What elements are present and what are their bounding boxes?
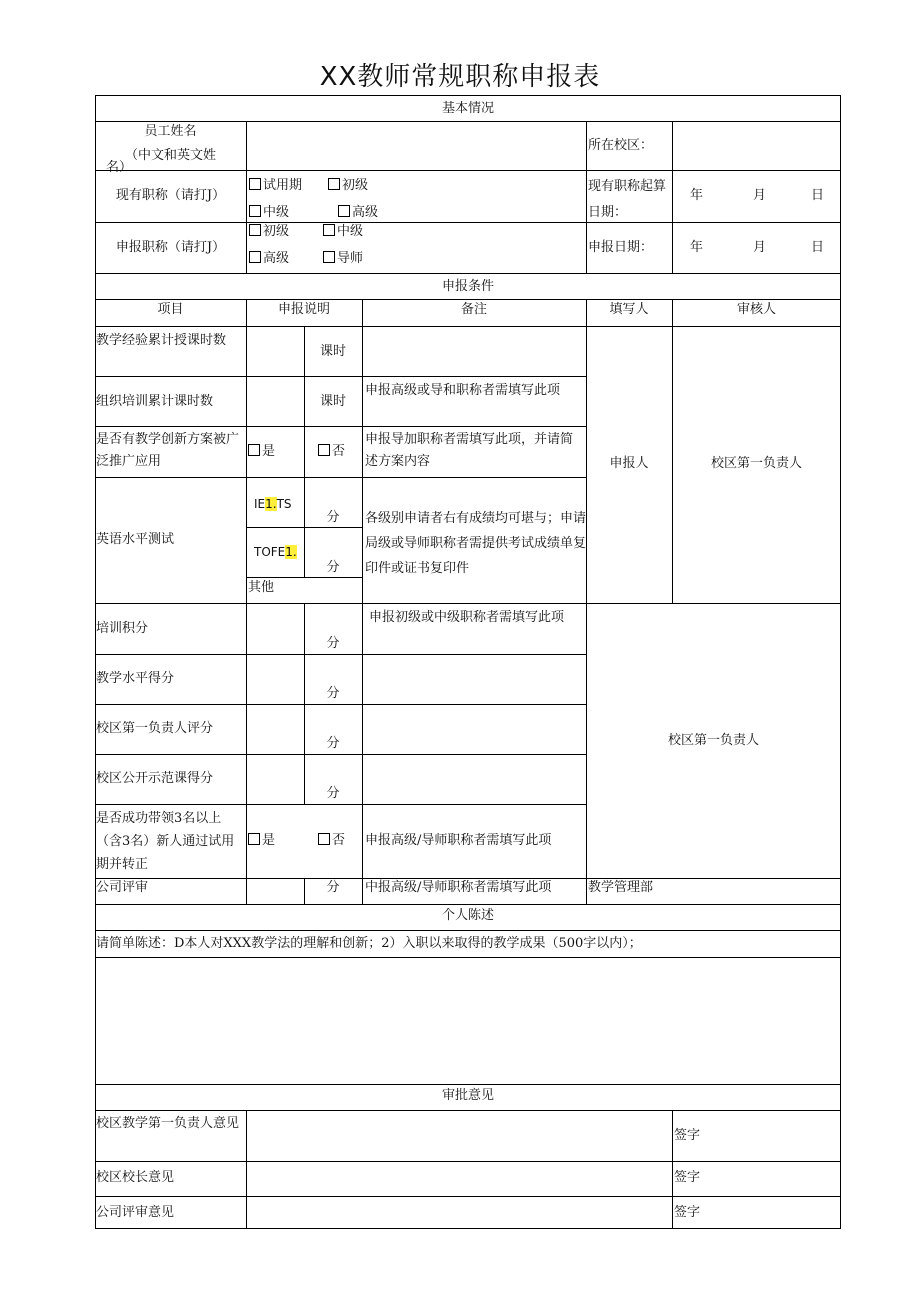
header-remarks: 备注 xyxy=(460,302,487,317)
current-month: 月 xyxy=(753,188,767,203)
row-company-review: 公司评审 xyxy=(96,880,149,895)
section-approval: 审批意见 xyxy=(441,1088,494,1103)
current-opt-senior[interactable]: 高级 xyxy=(338,201,378,225)
current-year: 年 xyxy=(690,188,704,203)
unit-score: 分 xyxy=(326,560,340,575)
apply-opt-senior[interactable]: 高级 xyxy=(249,247,289,271)
current-opt-trial[interactable]: 试用期 xyxy=(249,174,302,198)
apply-opt-mid[interactable]: 中级 xyxy=(323,220,363,244)
current-day: 日 xyxy=(811,188,825,203)
section-conditions: 申报条件 xyxy=(441,279,494,294)
statement-prompt: 请简单陈述：D本人对XXX教学法的理解和创新；2）入职以来取得的教学成果（500字以内）； xyxy=(96,936,642,951)
unit-hours: 课时 xyxy=(319,344,346,359)
sign-label: 签字 xyxy=(674,1170,701,1185)
checkbox-icon xyxy=(338,205,350,217)
innovation-yes[interactable]: 是 xyxy=(248,440,275,464)
checkbox-icon xyxy=(248,833,260,845)
hours-note: 申报高级或导和职称者需填写此项 xyxy=(365,383,561,398)
other-label: 其他 xyxy=(248,580,275,595)
innovation-note: 申报导加职称者需填写此项，并请简述方案内容 xyxy=(365,432,574,469)
unit-score: 分 xyxy=(326,510,340,525)
checkbox-icon xyxy=(249,224,261,236)
checkbox-icon xyxy=(318,833,330,845)
campus-label: 所在校区： xyxy=(588,138,654,153)
approval-row-company: 公司评审意见 xyxy=(96,1205,175,1220)
name-label-cut: 名） xyxy=(106,160,133,175)
checkbox-icon xyxy=(249,205,261,217)
row-train-hours: 组织培训累计课时数 xyxy=(96,394,214,409)
row-innovation: 是否有教学创新方案被广泛推广应用 xyxy=(96,432,240,469)
current-start-label: 现有职称起算 日期： xyxy=(588,179,667,220)
checkbox-icon xyxy=(328,178,340,190)
header-reviewer: 审核人 xyxy=(736,302,776,317)
row-teaching-level: 教学水平得分 xyxy=(96,671,175,686)
english-note: 各级别申请者右有成绩均可堪与；申请局级或导师职称者需提供考试成绩单复印件或证书复印件 xyxy=(365,511,587,576)
unit-score: 分 xyxy=(326,636,340,651)
checkbox-icon xyxy=(248,444,260,456)
reviewer-campus-head-2: 校区第一负责人 xyxy=(667,733,759,748)
approval-input-principal[interactable] xyxy=(248,1163,670,1194)
checkbox-icon xyxy=(318,444,330,456)
mentor-no[interactable]: 否 xyxy=(318,829,345,853)
row-english: 英语水平测试 xyxy=(96,532,175,547)
sign-label: 签字 xyxy=(674,1205,701,1220)
reviewer-teaching-dept: 教学管理部 xyxy=(588,880,654,895)
unit-score: 分 xyxy=(326,736,340,751)
unit-score: 分 xyxy=(326,880,340,895)
approval-input-teaching-head[interactable] xyxy=(248,1112,670,1159)
apply-title-label: 申报职称（请打J） xyxy=(115,240,226,255)
checkbox-icon xyxy=(249,251,261,263)
filler-applicant: 申报人 xyxy=(609,456,649,471)
approval-row-principal: 校区校长意见 xyxy=(96,1170,175,1185)
row-mentor: 是否成功带领3名以上（含3名）新人通过试用期并转正 xyxy=(96,811,235,872)
unit-hours: 课时 xyxy=(319,394,346,409)
campus-input[interactable] xyxy=(674,123,839,168)
sign-label: 签字 xyxy=(674,1128,701,1143)
header-item: 项目 xyxy=(157,302,184,317)
apply-day: 日 xyxy=(811,240,825,255)
current-opt-junior[interactable]: 初级 xyxy=(328,174,368,198)
statement-textarea[interactable] xyxy=(97,959,839,1082)
mentor-note: 申报高级/导师职称者需填写此项 xyxy=(365,833,552,848)
apply-opt-mentor[interactable]: 导师 xyxy=(323,247,363,271)
unit-score: 分 xyxy=(326,686,340,701)
unit-score: 分 xyxy=(326,786,340,801)
ielts-label: IE1.TS xyxy=(254,497,292,511)
current-title-label: 现有职称（请打J） xyxy=(115,188,226,203)
current-opt-mid[interactable]: 中级 xyxy=(249,201,289,225)
row-principal-score: 校区第一负责人评分 xyxy=(96,721,214,736)
apply-month: 月 xyxy=(753,240,767,255)
company-note: 中报高级/导师职称者需填写此项 xyxy=(365,880,552,895)
apply-opt-junior[interactable]: 初级 xyxy=(249,220,289,244)
page-title: XX教师常规职称申报表 xyxy=(319,62,601,92)
reviewer-campus-head: 校区第一负责人 xyxy=(710,456,802,471)
toefl-label: TOFE1. xyxy=(254,545,297,559)
name-label: 员工姓名 （中文和英文姓 xyxy=(124,124,216,163)
apply-date-label: 申报日期： xyxy=(588,240,654,255)
row-teach-hours: 教学经验累计授课时数 xyxy=(96,333,227,348)
name-input[interactable] xyxy=(248,123,584,168)
approval-row-teaching-head: 校区教学第一负责人意见 xyxy=(96,1116,240,1131)
checkbox-icon xyxy=(249,178,261,190)
row-demo-class: 校区公开示范课得分 xyxy=(96,771,214,786)
apply-year: 年 xyxy=(690,240,704,255)
row-training-points: 培训积分 xyxy=(96,621,149,636)
section-statement: 个人陈述 xyxy=(441,908,494,923)
mentor-yes[interactable]: 是 xyxy=(248,829,275,853)
section-basic-info: 基本情况 xyxy=(441,101,494,116)
header-description: 申报说明 xyxy=(277,302,330,317)
innovation-no[interactable]: 否 xyxy=(318,440,345,464)
checkbox-icon xyxy=(323,251,335,263)
header-filler: 填写人 xyxy=(609,302,649,317)
approval-input-company[interactable] xyxy=(248,1198,670,1227)
checkbox-icon xyxy=(323,224,335,236)
training-note: 申报初级或中级职称者需填写此项 xyxy=(369,610,565,625)
